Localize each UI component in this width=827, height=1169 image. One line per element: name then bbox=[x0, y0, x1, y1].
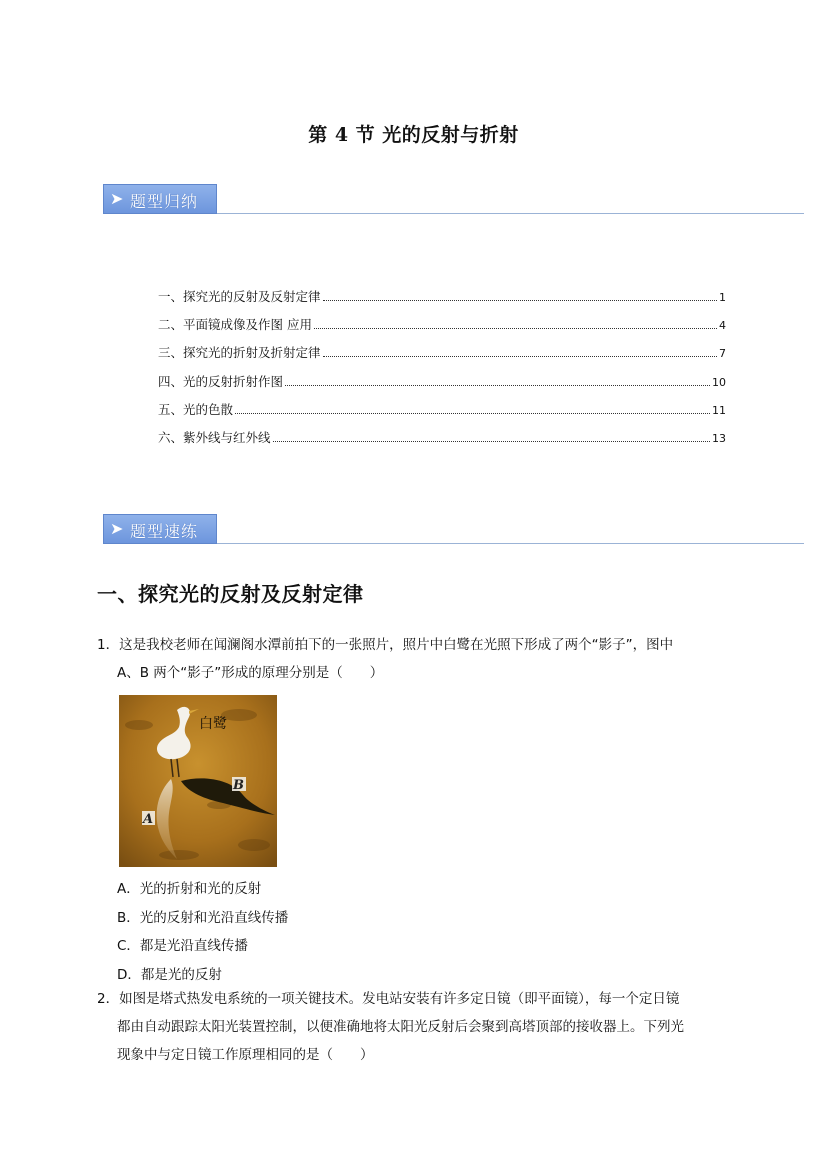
page-title: 第 4 节 光的反射与折射 bbox=[308, 124, 519, 146]
toc-item-text: 五、光的色散 bbox=[158, 402, 234, 417]
toc-item[interactable] bbox=[158, 343, 726, 363]
option-c[interactable]: C．都是光沿直线传播 bbox=[117, 938, 248, 954]
banner-rule bbox=[217, 543, 804, 544]
toc-item-text: 二、平面镜成像及作图 应用 bbox=[158, 317, 312, 332]
banner-tag bbox=[103, 184, 217, 214]
toc-item-page: 13 bbox=[712, 432, 726, 445]
toc-item-page: 1 bbox=[719, 291, 726, 304]
toc-item[interactable] bbox=[158, 372, 726, 392]
banner-rule bbox=[217, 213, 804, 214]
question-text-line: 现象中与定日镜工作原理相同的是（ ） bbox=[117, 1047, 374, 1063]
question-text-line: 2．如图是塔式热发电系统的一项关键技术。发电站安装有许多定日镜（即平面镜），每一个定日镜 bbox=[97, 991, 680, 1007]
arrow-icon: ➤ bbox=[110, 189, 124, 208]
toc-item[interactable] bbox=[158, 400, 726, 420]
question-text-line: 1．这是我校老师在闻澜阁水潭前拍下的一张照片，照片中白鹭在光照下形成了两个“影子”，图中 bbox=[97, 637, 674, 653]
banner-label: 题型归纳 bbox=[130, 192, 199, 211]
toc-item-page: 10 bbox=[712, 376, 726, 389]
option-d[interactable]: D．都是光的反射 bbox=[117, 967, 222, 983]
toc-leader bbox=[323, 300, 717, 301]
egret-photo bbox=[119, 695, 277, 867]
toc-item-text: 六、紫外线与红外线 bbox=[158, 430, 271, 445]
toc-item-page: 4 bbox=[719, 319, 726, 332]
toc-leader bbox=[323, 356, 717, 357]
option-b[interactable]: B．光的反射和光沿直线传播 bbox=[117, 910, 289, 926]
egret-photo-graphic bbox=[119, 695, 277, 867]
toc-item-text: 四、光的反射折射作图 bbox=[158, 374, 284, 389]
label-b: B bbox=[233, 778, 244, 793]
section-banner-practice bbox=[103, 514, 804, 544]
question-1 bbox=[97, 631, 737, 687]
option-a[interactable]: A．光的折射和光的反射 bbox=[117, 881, 262, 897]
label-a: A bbox=[143, 812, 154, 827]
question-text-line: A、B 两个“影子”形成的原理分别是（ ） bbox=[117, 665, 384, 681]
toc-leader bbox=[273, 441, 710, 442]
toc-leader bbox=[285, 385, 710, 386]
toc-item-page: 11 bbox=[712, 404, 726, 417]
toc-item[interactable] bbox=[158, 287, 726, 307]
arrow-icon: ➤ bbox=[110, 519, 124, 538]
toc-item-page: 7 bbox=[719, 347, 726, 360]
toc-item[interactable] bbox=[158, 428, 726, 448]
section-banner-summary bbox=[103, 184, 804, 214]
toc-item-text: 三、探究光的折射及折射定律 bbox=[158, 345, 321, 360]
bird-label: 白鹭 bbox=[199, 716, 227, 732]
toc-item-text: 一、探究光的反射及反射定律 bbox=[158, 289, 321, 304]
toc-item[interactable] bbox=[158, 315, 726, 335]
question-text-line: 都由自动跟踪太阳光装置控制，以便准确地将太阳光反射后会聚到高塔顶部的接收器上。下列光 bbox=[117, 1019, 684, 1035]
question-2 bbox=[97, 985, 747, 1069]
toc-leader bbox=[314, 328, 717, 329]
section-heading: 一、探究光的反射及反射定律 bbox=[97, 582, 364, 606]
banner-label: 题型速练 bbox=[130, 522, 199, 541]
toc-leader bbox=[235, 413, 710, 414]
banner-tag bbox=[103, 514, 217, 544]
